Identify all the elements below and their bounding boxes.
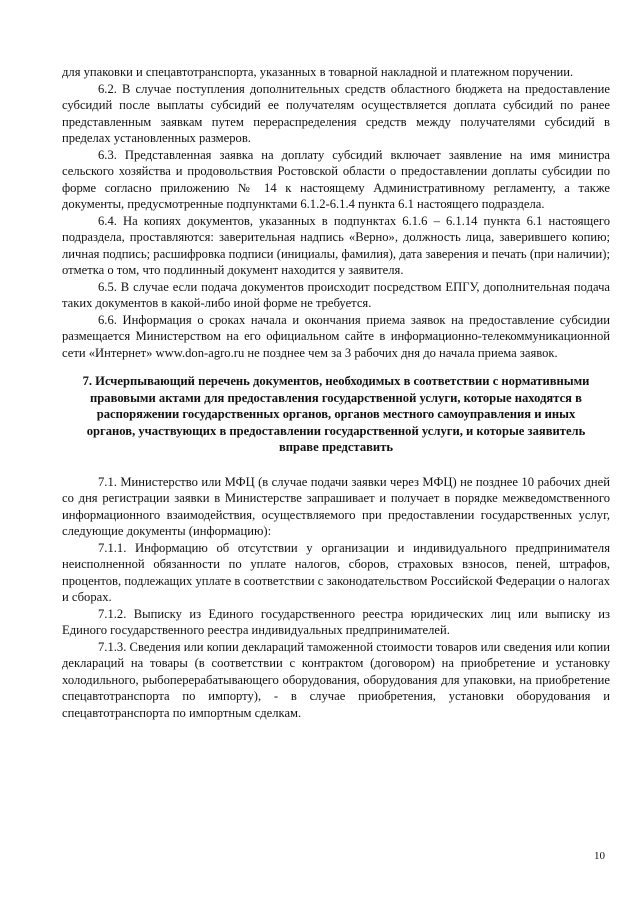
paragraph-6-3: 6.3. Представленная заявка на доплату субсидий включает заявление на имя министра сельского хозяйства и продовольствия Ростовской области о предоставлении доплаты субсидии по форме согласно приложению № 14 к настоящему Административному регламенту, а также документы, предусмотренные подпунктами 6.1.2-6.1.4 пункта 6.1 настоящего подраздела. [62, 147, 610, 211]
paragraph-continuation: для упаковки и спецавтотранспорта, указанных в товарной накладной и платежном поручении. [62, 65, 574, 79]
paragraph-6-5: 6.5. В случае если подача документов происходит посредством ЕПГУ, дополнительная подача таких документов в какой-либо иной форме не требуется. [62, 279, 610, 310]
section-heading: 7. Исчерпывающий перечень документов, необходимых в соответствии с нормативными правовыми актами для предоставления государственной услуги, которые находятся в распоряжении государственных органов, органов местного самоуправления и иных органов, участвующих в предоставлении государственной услуги, и которые заявитель вправе представить [82, 374, 590, 454]
page-body [62, 64, 610, 721]
paragraph-7-1: 7.1. Министерство или МФЦ (в случае подачи заявки через МФЦ) не позднее 10 рабочих дней со дня регистрации заявки в Министерстве запрашивает и получает в порядке межведомственного информационного взаимодействия, осуществляемого при предоставлении государственных услуг, следующие документы (информацию): [62, 474, 610, 538]
paragraph-6-6: 6.6. Информация о сроках начала и окончания приема заявок на предоставление субсидии размещается Министерством на его официальном сайте в информационно-телекоммуникационной сети «Интернет» www.don-agro.ru не позднее чем за 3 рабочих дня до начала приема заявок. [62, 312, 610, 360]
paragraph-7-1-2: 7.1.2. Выписку из Единого государственного реестра юридических лиц или выписку из Единого государственного реестра индивидуальных предпринимателей. [62, 606, 610, 637]
paragraph-7-1-3: 7.1.3. Сведения или копии деклараций таможенной стоимости товаров или сведения или копии деклараций на товары (в соответствии с контрактом (договором) на приобретение и установку холодильного, рыбоперерабатывающего оборудования, оборудования для упаковки, на приобретение спецавтотранспорта по импорту), - в случае приобретения, установки оборудования и спецавтотранспорта по импортным сделкам. [62, 639, 610, 720]
paragraph-7-1-1: 7.1.1. Информацию об отсутствии у организации и индивидуального предпринимателя неисполненной обязанности по уплате налогов, сборов, страховых взносов, пеней, штрафов, процентов, подлежащих уплате в соответствии с законодательством Российской Федерации о налогах и сборах. [62, 540, 610, 604]
page-number: 10 [594, 850, 605, 862]
paragraph-6-2: 6.2. В случае поступления дополнительных средств областного бюджета на предоставление субсидий после выплаты субсидий ее получателям осуществляется доплата субсидий по ранее представленным заявкам путем перераспределения средств между получателями субсидий в пределах установленных размеров. [62, 81, 610, 145]
paragraph-6-4: 6.4. На копиях документов, указанных в подпунктах 6.1.6 – 6.1.14 пункта 6.1 настоящего подраздела, проставляются: заверительная надпись «Верно», должность лица, заверившего копию; личная подпись; расшифровка подписи (инициалы, фамилия), дата заверения и печать (при наличии); отметка о том, что подлинный документ находится у заявителя. [62, 213, 610, 277]
